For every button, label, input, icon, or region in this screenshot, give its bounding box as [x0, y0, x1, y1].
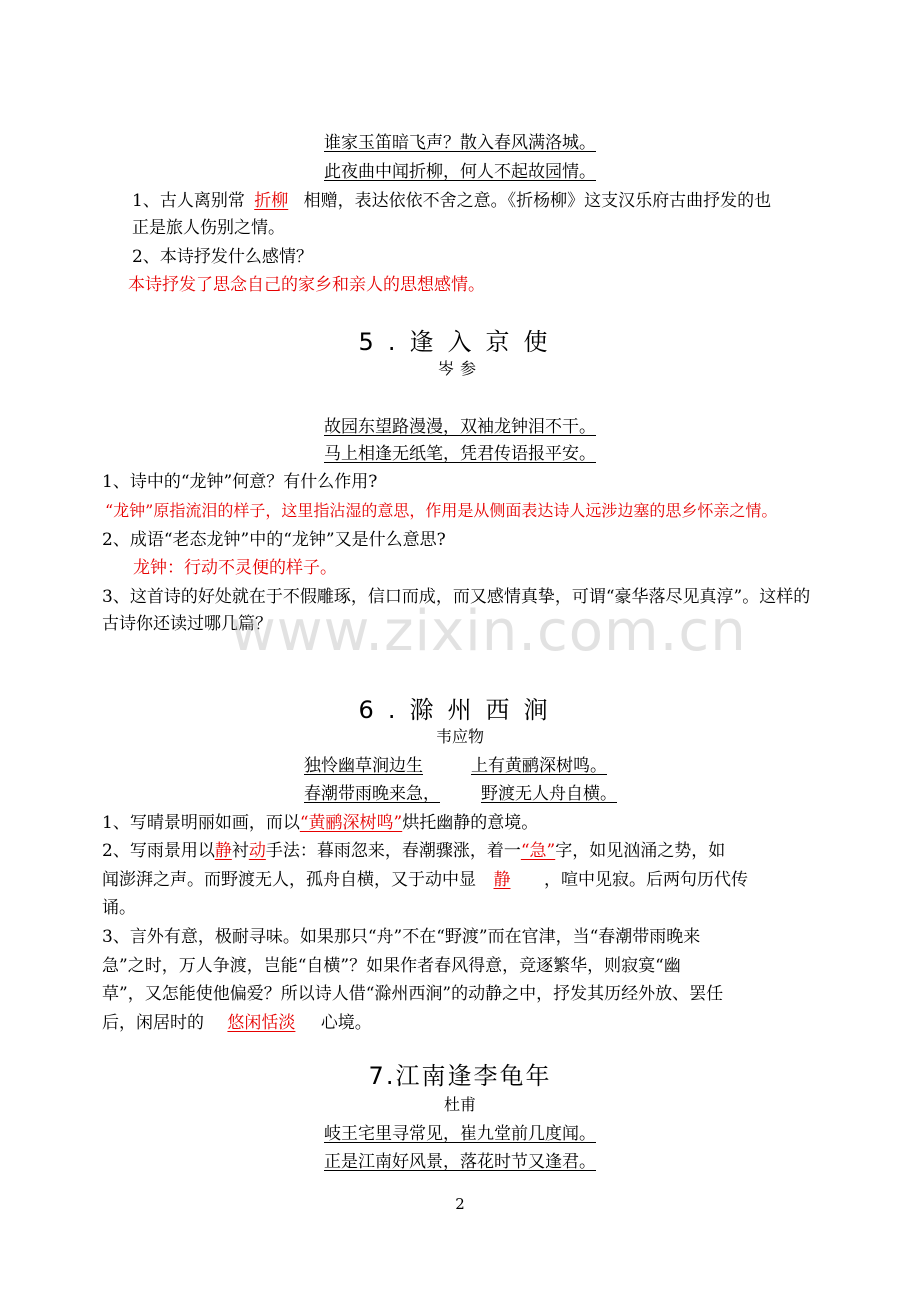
poem-line	[0, 160, 920, 184]
poem-line	[0, 415, 920, 439]
question-text: 诵。	[102, 898, 136, 918]
question-text: 后，闲居时的	[102, 1013, 204, 1033]
title-text: 6.滁州西涧	[358, 696, 562, 724]
poem-line	[304, 782, 468, 806]
question-text: 急”之时，万人争渡，岂能“自横”？如果作者春风得意，竞逐繁华，则寂寞“幽	[102, 956, 681, 976]
question-text: 3、言外有意，极耐寻味。如果那只“舟”不在“野渡”而在官津，当“春潮带雨晚来	[102, 927, 701, 947]
question-2-cont	[102, 868, 748, 892]
question-1	[132, 189, 771, 213]
question-2-cont	[102, 896, 136, 920]
question-text: 相赠，表达依依不舍之意。《折杨柳》这支汉乐府古曲抒发的也	[303, 191, 772, 211]
title-text: 7.江南逢李龟年	[368, 1062, 552, 1090]
poem-author	[0, 357, 920, 381]
question-text: 字，如见汹涌之势，如	[555, 841, 726, 861]
poem-text: 此夜曲中闻折柳，何人不起故园情。	[324, 162, 596, 182]
title-text: 5.逢入京使	[358, 328, 562, 356]
poem-line	[0, 131, 920, 155]
question-1	[102, 470, 377, 494]
answer-blank: “急”	[520, 841, 556, 861]
question-2	[102, 528, 446, 552]
poem-author	[0, 725, 920, 749]
question-2	[102, 839, 725, 863]
question-text: 草”，又怎能使他偏爱？所以诗人借“滁州西涧”的动静之中，抒发其历经外放、罢任	[102, 984, 724, 1004]
question-text: 3、这首诗的好处就在于不假雕琢，信口而成，而又感情真挚，可谓“豪华落尽见真淳”。这样的	[102, 587, 811, 607]
question-3-cont	[102, 954, 681, 978]
poem-text: 春潮带雨晚来急，	[304, 784, 440, 804]
poem-line	[0, 442, 920, 466]
question-3-cont	[102, 1011, 372, 1035]
answer-text: 龙钟：行动不灵便的样子。	[133, 558, 337, 578]
answer-2	[133, 556, 337, 580]
question-text: 衬	[231, 841, 249, 861]
poem-text: 马上相逢无纸笔，凭君传语报平安。	[324, 444, 596, 464]
poem-text: 故园东望路漫漫，双袖龙钟泪不干。	[324, 417, 596, 437]
question-text: 2、写雨景用以	[102, 841, 215, 861]
poem-text: 独怜幽草涧边生	[304, 756, 423, 776]
answer-blank: 静	[214, 841, 232, 861]
question-text: 古诗你还读过哪几篇？	[102, 614, 272, 634]
question-1	[102, 811, 538, 835]
question-text: 烘托幽静的意境。	[402, 813, 539, 833]
question-2	[132, 245, 313, 269]
question-text: 手法：暮雨忽来，春潮骤涨，着一	[265, 841, 521, 861]
question-text: 2、本诗抒发什么感情？	[132, 247, 313, 267]
question-text: 正是旅人伤别之情。	[132, 218, 285, 238]
answer-text: “龙钟”原指流泪的样子，这里指沾湿的意思，作用是从侧面表达诗人远涉边塞的思乡怀亲之情。	[105, 501, 778, 520]
answer-blank: 静	[493, 870, 511, 890]
section-title	[0, 695, 920, 725]
question-text: 2、成语“老态龙钟”中的“龙钟”又是什么意思?	[102, 530, 446, 550]
answer-blank: 折柳	[254, 191, 289, 211]
answer-2	[128, 273, 485, 297]
question-text: 1、写晴景明丽如画，而以	[102, 813, 300, 833]
poem-line	[0, 1150, 920, 1174]
poem-line	[0, 1122, 920, 1146]
question-text: 1、古人离别常	[132, 191, 245, 211]
section-title	[0, 1061, 920, 1091]
author-text: 韦应物	[435, 727, 484, 746]
answer-text: 本诗抒发了思念自己的家乡和亲人的思想感情。	[128, 275, 485, 295]
question-3	[102, 925, 700, 949]
poem-line	[304, 754, 423, 778]
question-1-cont	[132, 216, 285, 240]
poem-text: 野渡无人舟自横。	[481, 784, 617, 804]
answer-blank: 动	[248, 841, 266, 861]
answer-blank: “黄鹂深树鸣”	[299, 813, 403, 833]
author-text: 杜甫	[443, 1095, 476, 1114]
answer-blank: 悠闲恬淡	[227, 1013, 296, 1033]
poem-line	[481, 782, 617, 806]
question-text: ，喧中见寂。后两句历代传	[544, 870, 748, 890]
poem-author	[0, 1093, 920, 1117]
page-number: 2	[455, 1195, 465, 1213]
poem-text: 岐王宅里寻常见，崔九堂前几度闻。	[324, 1124, 596, 1144]
question-text: 1、诗中的“龙钟”何意？有什么作用?	[102, 472, 378, 492]
answer-1	[105, 499, 777, 523]
poem-line	[471, 754, 607, 778]
poem-text: 谁家玉笛暗飞声？散入春风满洛城。	[324, 133, 596, 153]
author-text: 岑参	[437, 359, 482, 378]
section-title	[0, 327, 920, 357]
question-text: 闻澎湃之声。而野渡无人，孤舟自横，又于动中显	[102, 870, 476, 890]
poem-text: 上有黄鹂深树鸣。	[471, 756, 607, 776]
watermark: www.zixin.com.cn	[230, 599, 747, 664]
question-3-cont	[102, 982, 723, 1006]
poem-text: 正是江南好风景，落花时节又逢君。	[324, 1152, 596, 1172]
question-text: 心境。	[320, 1013, 372, 1033]
